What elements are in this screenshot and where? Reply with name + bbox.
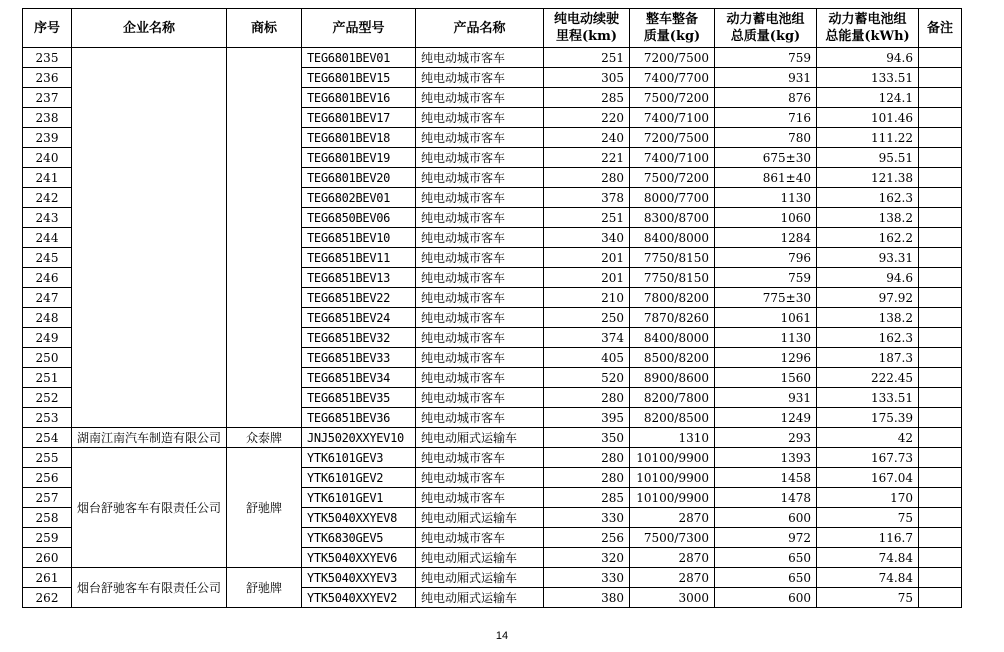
cell-remark xyxy=(919,368,962,388)
cell-model: TEG6851BEV22 xyxy=(302,288,416,308)
cell-battery-mass: 1560 xyxy=(715,368,817,388)
cell-remark xyxy=(919,468,962,488)
cell-battery-energy: 101.46 xyxy=(817,108,919,128)
cell-remark xyxy=(919,448,962,468)
cell-product: 纯电动城市客车 xyxy=(416,248,544,268)
cell-battery-mass: 600 xyxy=(715,508,817,528)
cell-model: TEG6802BEV01 xyxy=(302,188,416,208)
cell-remark xyxy=(919,68,962,88)
cell-range: 210 xyxy=(544,288,630,308)
cell-range: 285 xyxy=(544,88,630,108)
cell-product: 纯电动城市客车 xyxy=(416,208,544,228)
cell-range: 251 xyxy=(544,208,630,228)
header-battery-energy: 动力蓄电池组 总能量(kWh) xyxy=(817,9,919,48)
cell-model: YTK6101GEV1 xyxy=(302,488,416,508)
cell-curb-mass: 7200/7500 xyxy=(630,48,715,68)
cell-model: TEG6851BEV11 xyxy=(302,248,416,268)
cell-product: 纯电动城市客车 xyxy=(416,388,544,408)
cell-battery-energy: 133.51 xyxy=(817,388,919,408)
cell-model: TEG6801BEV20 xyxy=(302,168,416,188)
cell-model: TEG6851BEV33 xyxy=(302,348,416,368)
cell-battery-energy: 97.92 xyxy=(817,288,919,308)
cell-product: 纯电动城市客车 xyxy=(416,288,544,308)
cell-seq: 241 xyxy=(23,168,72,188)
cell-model: TEG6851BEV13 xyxy=(302,268,416,288)
cell-brand: 舒驰牌 xyxy=(227,568,302,608)
cell-model: TEG6850BEV06 xyxy=(302,208,416,228)
cell-seq: 253 xyxy=(23,408,72,428)
cell-remark xyxy=(919,568,962,588)
cell-product: 纯电动城市客车 xyxy=(416,148,544,168)
cell-battery-mass: 759 xyxy=(715,268,817,288)
cell-range: 380 xyxy=(544,588,630,608)
cell-remark xyxy=(919,408,962,428)
cell-curb-mass: 1310 xyxy=(630,428,715,448)
cell-remark xyxy=(919,508,962,528)
table-row xyxy=(23,448,962,468)
cell-battery-energy: 162.2 xyxy=(817,228,919,248)
header-range: 纯电动续驶 里程(km) xyxy=(544,9,630,48)
cell-curb-mass: 10100/9900 xyxy=(630,448,715,468)
cell-battery-mass: 796 xyxy=(715,248,817,268)
cell-battery-energy: 74.84 xyxy=(817,548,919,568)
cell-range: 201 xyxy=(544,248,630,268)
cell-seq: 246 xyxy=(23,268,72,288)
cell-remark xyxy=(919,348,962,368)
cell-seq: 259 xyxy=(23,528,72,548)
cell-product: 纯电动城市客车 xyxy=(416,168,544,188)
cell-battery-energy: 175.39 xyxy=(817,408,919,428)
cell-seq: 262 xyxy=(23,588,72,608)
cell-battery-energy: 75 xyxy=(817,508,919,528)
cell-remark xyxy=(919,428,962,448)
cell-seq: 254 xyxy=(23,428,72,448)
table-row xyxy=(23,48,962,68)
cell-curb-mass: 7200/7500 xyxy=(630,128,715,148)
cell-seq: 256 xyxy=(23,468,72,488)
cell-battery-mass: 1130 xyxy=(715,188,817,208)
cell-range: 221 xyxy=(544,148,630,168)
cell-company: 烟台舒驰客车有限责任公司 xyxy=(72,448,227,568)
cell-remark xyxy=(919,208,962,228)
cell-battery-energy: 124.1 xyxy=(817,88,919,108)
vehicle-catalog-table xyxy=(22,8,962,608)
cell-seq: 236 xyxy=(23,68,72,88)
cell-remark xyxy=(919,88,962,108)
cell-seq: 248 xyxy=(23,308,72,328)
cell-product: 纯电动厢式运输车 xyxy=(416,428,544,448)
cell-battery-mass: 972 xyxy=(715,528,817,548)
cell-remark xyxy=(919,528,962,548)
cell-battery-mass: 650 xyxy=(715,548,817,568)
cell-brand: 众泰牌 xyxy=(227,428,302,448)
cell-seq: 255 xyxy=(23,448,72,468)
cell-range: 330 xyxy=(544,568,630,588)
cell-model: TEG6801BEV01 xyxy=(302,48,416,68)
header-product: 产品名称 xyxy=(416,9,544,48)
cell-seq: 257 xyxy=(23,488,72,508)
cell-battery-energy: 222.45 xyxy=(817,368,919,388)
cell-range: 251 xyxy=(544,48,630,68)
cell-curb-mass: 2870 xyxy=(630,508,715,528)
cell-curb-mass: 2870 xyxy=(630,548,715,568)
cell-range: 330 xyxy=(544,508,630,528)
cell-curb-mass: 8400/8000 xyxy=(630,328,715,348)
cell-battery-energy: 75 xyxy=(817,588,919,608)
cell-range: 280 xyxy=(544,448,630,468)
cell-range: 285 xyxy=(544,488,630,508)
cell-model: YTK6830GEV5 xyxy=(302,528,416,548)
cell-seq: 261 xyxy=(23,568,72,588)
cell-battery-mass: 876 xyxy=(715,88,817,108)
cell-company: 湖南江南汽车制造有限公司 xyxy=(72,428,227,448)
cell-remark xyxy=(919,288,962,308)
cell-remark xyxy=(919,248,962,268)
cell-battery-energy: 116.7 xyxy=(817,528,919,548)
cell-battery-mass: 1060 xyxy=(715,208,817,228)
cell-company: 烟台舒驰客车有限责任公司 xyxy=(72,568,227,608)
cell-curb-mass: 8000/7700 xyxy=(630,188,715,208)
cell-range: 350 xyxy=(544,428,630,448)
cell-battery-mass: 1130 xyxy=(715,328,817,348)
cell-model: YTK5040XXYEV3 xyxy=(302,568,416,588)
cell-range: 405 xyxy=(544,348,630,368)
cell-seq: 239 xyxy=(23,128,72,148)
cell-curb-mass: 8200/8500 xyxy=(630,408,715,428)
cell-curb-mass: 7750/8150 xyxy=(630,268,715,288)
header-seq: 序号 xyxy=(23,9,72,48)
cell-remark xyxy=(919,328,962,348)
table-row xyxy=(23,428,962,448)
cell-battery-mass: 931 xyxy=(715,388,817,408)
cell-product: 纯电动城市客车 xyxy=(416,48,544,68)
cell-model: YTK5040XXYEV8 xyxy=(302,508,416,528)
cell-battery-energy: 167.04 xyxy=(817,468,919,488)
cell-seq: 252 xyxy=(23,388,72,408)
cell-model: TEG6851BEV10 xyxy=(302,228,416,248)
cell-battery-energy: 138.2 xyxy=(817,208,919,228)
cell-battery-energy: 95.51 xyxy=(817,148,919,168)
cell-curb-mass: 7500/7300 xyxy=(630,528,715,548)
cell-battery-mass: 293 xyxy=(715,428,817,448)
cell-seq: 240 xyxy=(23,148,72,168)
cell-range: 240 xyxy=(544,128,630,148)
cell-range: 305 xyxy=(544,68,630,88)
cell-model: TEG6801BEV18 xyxy=(302,128,416,148)
cell-remark xyxy=(919,268,962,288)
cell-battery-mass: 675±30 xyxy=(715,148,817,168)
cell-battery-energy: 162.3 xyxy=(817,328,919,348)
cell-battery-energy: 167.73 xyxy=(817,448,919,468)
cell-battery-mass: 716 xyxy=(715,108,817,128)
cell-seq: 258 xyxy=(23,508,72,528)
cell-seq: 260 xyxy=(23,548,72,568)
cell-model: TEG6851BEV34 xyxy=(302,368,416,388)
cell-battery-mass: 650 xyxy=(715,568,817,588)
cell-battery-energy: 94.6 xyxy=(817,48,919,68)
cell-seq: 242 xyxy=(23,188,72,208)
cell-battery-mass: 1296 xyxy=(715,348,817,368)
cell-curb-mass: 10100/9900 xyxy=(630,488,715,508)
cell-product: 纯电动城市客车 xyxy=(416,408,544,428)
cell-curb-mass: 8200/7800 xyxy=(630,388,715,408)
cell-remark xyxy=(919,148,962,168)
header-remark: 备注 xyxy=(919,9,962,48)
header-brand: 商标 xyxy=(227,9,302,48)
cell-seq: 238 xyxy=(23,108,72,128)
cell-seq: 235 xyxy=(23,48,72,68)
cell-remark xyxy=(919,548,962,568)
cell-product: 纯电动城市客车 xyxy=(416,228,544,248)
cell-battery-mass: 1478 xyxy=(715,488,817,508)
cell-product: 纯电动城市客车 xyxy=(416,128,544,148)
cell-battery-mass: 1284 xyxy=(715,228,817,248)
cell-model: YTK5040XXYEV6 xyxy=(302,548,416,568)
cell-product: 纯电动城市客车 xyxy=(416,308,544,328)
cell-range: 340 xyxy=(544,228,630,248)
table-header-row xyxy=(23,9,962,48)
cell-model: TEG6801BEV17 xyxy=(302,108,416,128)
cell-battery-energy: 170 xyxy=(817,488,919,508)
cell-product: 纯电动城市客车 xyxy=(416,328,544,348)
cell-battery-energy: 94.6 xyxy=(817,268,919,288)
cell-range: 280 xyxy=(544,168,630,188)
cell-model: YTK5040XXYEV2 xyxy=(302,588,416,608)
cell-battery-mass: 1061 xyxy=(715,308,817,328)
cell-model: YTK6101GEV3 xyxy=(302,448,416,468)
cell-battery-energy: 162.3 xyxy=(817,188,919,208)
cell-curb-mass: 7400/7100 xyxy=(630,148,715,168)
cell-curb-mass: 7500/7200 xyxy=(630,168,715,188)
cell-range: 220 xyxy=(544,108,630,128)
header-company: 企业名称 xyxy=(72,9,227,48)
cell-range: 395 xyxy=(544,408,630,428)
cell-curb-mass: 8300/8700 xyxy=(630,208,715,228)
cell-curb-mass: 8900/8600 xyxy=(630,368,715,388)
cell-remark xyxy=(919,388,962,408)
cell-remark xyxy=(919,108,962,128)
cell-curb-mass: 7750/8150 xyxy=(630,248,715,268)
cell-battery-mass: 1458 xyxy=(715,468,817,488)
cell-product: 纯电动厢式运输车 xyxy=(416,508,544,528)
cell-battery-energy: 187.3 xyxy=(817,348,919,368)
cell-battery-energy: 133.51 xyxy=(817,68,919,88)
cell-product: 纯电动厢式运输车 xyxy=(416,588,544,608)
cell-product: 纯电动城市客车 xyxy=(416,68,544,88)
cell-curb-mass: 7870/8260 xyxy=(630,308,715,328)
cell-battery-mass: 600 xyxy=(715,588,817,608)
cell-curb-mass: 7400/7700 xyxy=(630,68,715,88)
cell-battery-energy: 121.38 xyxy=(817,168,919,188)
cell-product: 纯电动厢式运输车 xyxy=(416,548,544,568)
cell-product: 纯电动城市客车 xyxy=(416,488,544,508)
cell-seq: 249 xyxy=(23,328,72,348)
cell-model: TEG6801BEV15 xyxy=(302,68,416,88)
cell-remark xyxy=(919,48,962,68)
table-body xyxy=(23,48,962,608)
cell-product: 纯电动城市客车 xyxy=(416,268,544,288)
cell-battery-mass: 931 xyxy=(715,68,817,88)
cell-range: 520 xyxy=(544,368,630,388)
cell-product: 纯电动厢式运输车 xyxy=(416,568,544,588)
cell-remark xyxy=(919,168,962,188)
cell-product: 纯电动城市客车 xyxy=(416,88,544,108)
cell-model: YTK6101GEV2 xyxy=(302,468,416,488)
cell-remark xyxy=(919,128,962,148)
cell-seq: 243 xyxy=(23,208,72,228)
cell-model: TEG6851BEV35 xyxy=(302,388,416,408)
cell-battery-energy: 42 xyxy=(817,428,919,448)
cell-battery-energy: 93.31 xyxy=(817,248,919,268)
cell-range: 250 xyxy=(544,308,630,328)
cell-model: TEG6801BEV19 xyxy=(302,148,416,168)
cell-remark xyxy=(919,228,962,248)
cell-range: 374 xyxy=(544,328,630,348)
cell-battery-mass: 775±30 xyxy=(715,288,817,308)
cell-remark xyxy=(919,488,962,508)
cell-battery-mass: 1393 xyxy=(715,448,817,468)
cell-battery-mass: 759 xyxy=(715,48,817,68)
cell-battery-energy: 138.2 xyxy=(817,308,919,328)
cell-curb-mass: 8500/8200 xyxy=(630,348,715,368)
cell-remark xyxy=(919,308,962,328)
cell-model: TEG6851BEV32 xyxy=(302,328,416,348)
cell-model: TEG6851BEV24 xyxy=(302,308,416,328)
cell-range: 256 xyxy=(544,528,630,548)
cell-brand xyxy=(227,48,302,428)
cell-seq: 237 xyxy=(23,88,72,108)
cell-product: 纯电动城市客车 xyxy=(416,528,544,548)
cell-seq: 245 xyxy=(23,248,72,268)
cell-product: 纯电动城市客车 xyxy=(416,188,544,208)
cell-remark xyxy=(919,188,962,208)
cell-model: JNJ5020XXYEV10 xyxy=(302,428,416,448)
cell-curb-mass: 7500/7200 xyxy=(630,88,715,108)
cell-product: 纯电动城市客车 xyxy=(416,368,544,388)
cell-company xyxy=(72,48,227,428)
cell-battery-mass: 780 xyxy=(715,128,817,148)
cell-range: 320 xyxy=(544,548,630,568)
cell-seq: 251 xyxy=(23,368,72,388)
page-number: 14 xyxy=(495,630,509,642)
cell-curb-mass: 7800/8200 xyxy=(630,288,715,308)
cell-product: 纯电动城市客车 xyxy=(416,348,544,368)
cell-seq: 247 xyxy=(23,288,72,308)
header-battery-mass: 动力蓄电池组 总质量(kg) xyxy=(715,9,817,48)
cell-battery-energy: 74.84 xyxy=(817,568,919,588)
cell-range: 280 xyxy=(544,468,630,488)
cell-curb-mass: 10100/9900 xyxy=(630,468,715,488)
cell-battery-energy: 111.22 xyxy=(817,128,919,148)
header-model: 产品型号 xyxy=(302,9,416,48)
cell-model: TEG6801BEV16 xyxy=(302,88,416,108)
cell-product: 纯电动城市客车 xyxy=(416,448,544,468)
cell-product: 纯电动城市客车 xyxy=(416,468,544,488)
table-row xyxy=(23,568,962,588)
cell-remark xyxy=(919,588,962,608)
cell-product: 纯电动城市客车 xyxy=(416,108,544,128)
cell-range: 201 xyxy=(544,268,630,288)
header-curb-mass: 整车整备 质量(kg) xyxy=(630,9,715,48)
cell-model: TEG6851BEV36 xyxy=(302,408,416,428)
cell-seq: 244 xyxy=(23,228,72,248)
cell-curb-mass: 7400/7100 xyxy=(630,108,715,128)
cell-curb-mass: 3000 xyxy=(630,588,715,608)
cell-battery-mass: 861±40 xyxy=(715,168,817,188)
cell-range: 280 xyxy=(544,388,630,408)
cell-brand: 舒驰牌 xyxy=(227,448,302,568)
cell-curb-mass: 8400/8000 xyxy=(630,228,715,248)
cell-battery-mass: 1249 xyxy=(715,408,817,428)
cell-curb-mass: 2870 xyxy=(630,568,715,588)
cell-seq: 250 xyxy=(23,348,72,368)
cell-range: 378 xyxy=(544,188,630,208)
